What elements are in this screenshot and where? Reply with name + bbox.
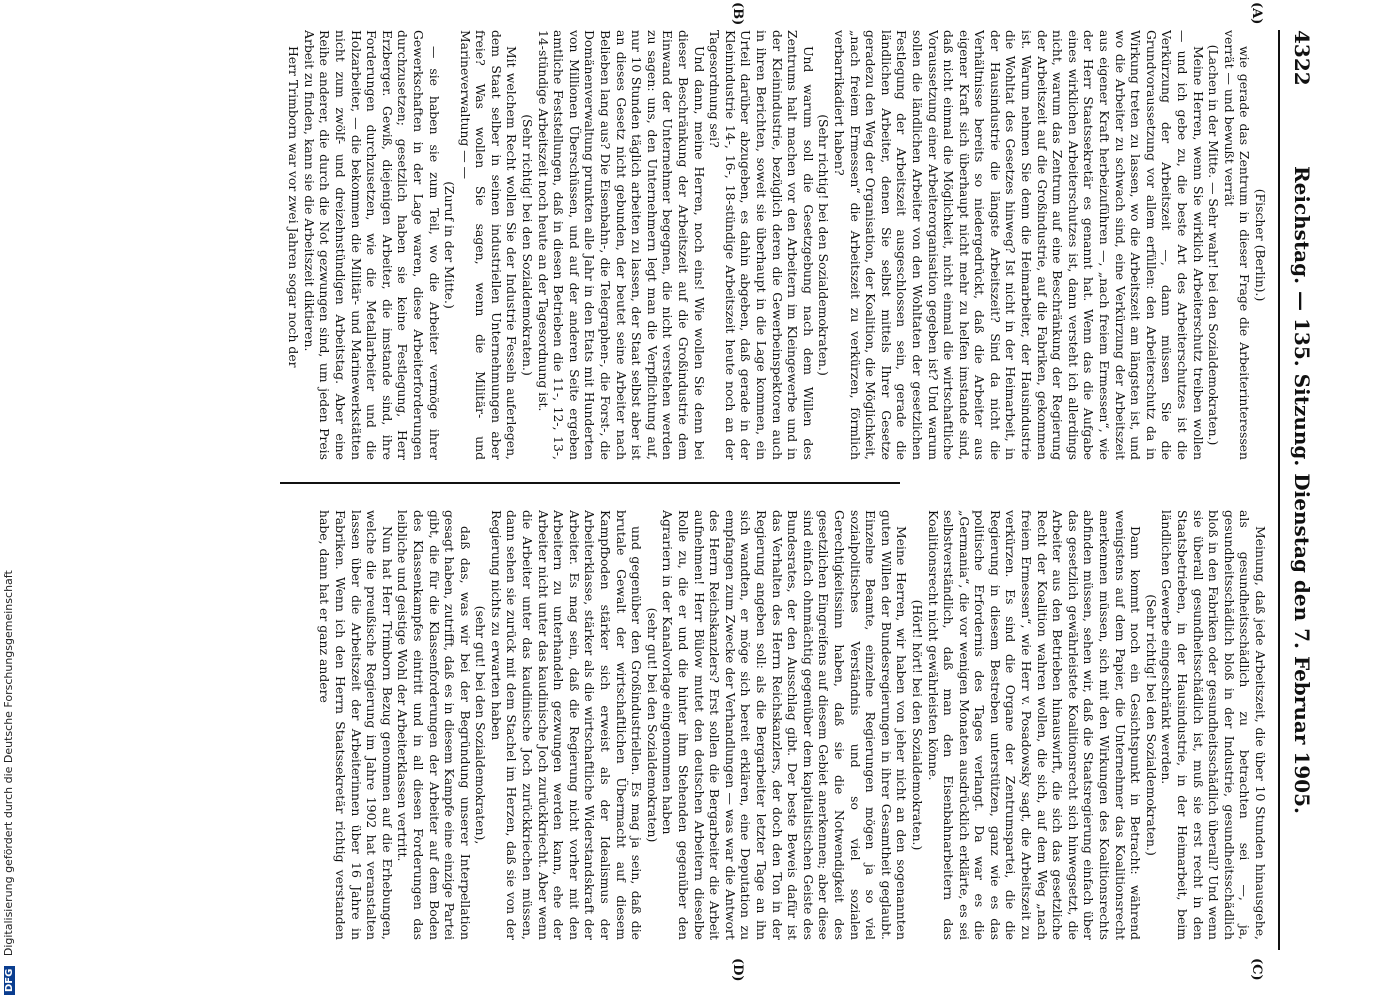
paragraph: (Sehr richtig! bei den Sozialdemokraten.) [816, 114, 832, 376]
paragraph: Nun hat Herr Trimborn Bezug genommen auf die Erhebungen, welche die preußische Regierung im Jahre 1902 hat veranstalten lassen über die Arbeitszeit der Arbeiterinnen über 16 Jahre in Fabriken. Wenn ich den Herrn Staatssekretär richtig verstanden habe, dann hat er ganz andere [317, 510, 395, 940]
paragraph: (sehr gut! bei den Sozialdemokraten) [644, 607, 660, 843]
paragraph: daß das, was wir bei der Begründung unserer Interpellation gesagt haben, zutrifft, daß es in diesem Kampfe eine einzige Partei gibt, die für die Klassenforderungen der Arbeiter auf dem Boden des Klassenkampfes eintritt und in all diesen Forderungen das leibliche und geistige Wohl der Arbeiterklassen vertritt. [395, 510, 473, 940]
paragraph: Herr Trimborn war vor zwei Jahren sogar noch der [286, 46, 302, 368]
paragraph: Meine Herren, wenn Sie wirklich Arbeiterschutz treiben wollen — und ich gebe zu, die beste Art des Arbeiterschutzes ist die Verkürzung der Arbeitszeit —, dann müssen Sie die Grundvoraussetzung vor allem erfüllen: den Arbeiterschutz da in Wirkung treten zu lassen, wo die Arbeitszeit am längsten ist, und wo die Arbeiter zu schwach sind, eine Verkürzung der Arbeitszeit aus eigener Kraft herbeizuführen —, „nach freiem Ermessen“, wie der Herr Staatssekretär es genannt hat. Wenn das die Aufgabe eines wirklichen Arbeiterschutzes ist, dann versteht ich allerdings nicht, warum das Zentrum auf eine Beschränkung der Regierung der Arbeitszeit auf die Großindustrie, auf die Fabriken, gekommen ist. Warum nehmen Sie denn die Heimarbeiter, der Hausindustrie die Wohltat des Gesetzes hinweg? Ist nicht in der Heimarbeit, in der Hausindustrie die längste Arbeitszeit? Sind da nicht die Verhältnisse bereits so niedergedrückt, daß die Arbeiter aus eigener Kraft sich überhaupt nicht mehr zu helfen imstande sind, daß nicht einmal die Möglichkeit, nicht einmal die wirtschaftliche Voraussetzung einer Arbeiterorganisation gegeben ist? Und warum sollen die ländlichen Arbeiter von den Wohltaten der gesetzlichen Festlegung der Arbeitszeit ausgeschlossen sein, gerade die ländlichen Arbeiter, denen Sie selbst mittels Ihrer Gesetze geradezu den Weg der Organisation, der Koalition, die Möglichkeit, „nach freiem Ermessen“ die Arbeitszeit zu verkürzen, förmlich verbarrikadiert haben? [831, 30, 1206, 460]
paragraph: Dann kommt noch ein Gesichtspunkt in Betracht: während wenigstens auf dem Papier, die Unternehmer das Koalitionsrecht anerkennen müssen, sich mit den Wirkungen des Koalitionsrechts abfinden müssen, sehen wir, daß die Staatsregierung einfach über das gesetzlich gewährleistete Koalitionsrecht sich hinwegsetzt, die Arbeiter aus den Betrieben hinauswirft, die sich das gesetzliche Recht der Koalition wahren wollen, die sich, auf dem Weg „nach freiem Ermessen“, wie Herr v. Posadowsky sagt, die Arbeitszeit zu verkürzen. Es sind die Organe der Zentrumspartei, die die Regierung in diesem Bestreben unterstützen, ganz wie es das politische Erfordernis des Tages verlangt. Da war es die „Germania“, die vor wenigen Monaten ausdrücklich erklärte, es sei selbstverständlich, daß man den Eisenbahnarbeitern das Koalitionsrecht nicht gewährleisten könne. [925, 510, 1144, 940]
paragraph: Und dann, meine Herren, noch eins! Wie wollen Sie denn bei dieser Beschränkung der Arbeitszeit auf die Großindustrie dem Einwand der Unternehmer begegnen, die nicht verstehen werden zu sagen: uns, den Unternehmern legt man die Verpflichtung auf, nur 10 Stunden täglich arbeiten zu lassen, der Staat selbst aber ist an dieses Gesetz nicht gebunden, der beutet seine Arbeiter nach Belieben lang aus? Die Eisenbahn-, die Telegraphen-, die Forst-, die Domänenverwaltung prunkten alle Jahr in den Etats mit Hunderten von Millionen Überschüssen, und auf der anderen Seite ergeben amtliche Feststellungen, daß in diesen Betrieben die 11-, 12-, 13-, 14-stündige Arbeitszeit noch heute an der Tagesordnung ist. [535, 30, 707, 460]
paragraph: (sehr gut! bei den Sozialdemokraten), [473, 605, 489, 845]
column-divider [280, 482, 900, 484]
paragraph: (Hört! hört! bei den Sozialdemokraten.) [909, 599, 925, 851]
paragraph: (Lachen in der Mitte. — Sehr wahr! bei den Sozialdemokraten.) [1206, 44, 1222, 446]
paragraph: Meinung, daß jede Arbeitszeit, die über 10 Stunden hinausgehe, als gesundheitsschädlich zu betrachten sei —, ja, gesundheitsschädlich bloß in der Industrie, gesundheitsschädlich bloß in den Fabriken oder gesundheitsschädlich überall? Und wenn sie überall gesundheitsschädlich ist, muß sie erst recht in den Staatsbetrieben, in der Hausindustrie, in der Heimarbeit, beim ländlichen Gewerbe eingeschränkt werden. [1159, 510, 1268, 940]
margin-letter-c: (C) [1249, 958, 1264, 981]
paragraph: (Sehr richtig! bei den Sozialdemokraten.) [520, 114, 536, 376]
session-title: Reichstag. — 135. Sitzung. Dienstag den 7. Februar 1905. [1290, 166, 1314, 814]
funding-credit-text: Digitalisierung gefördert durch die Deutsche Forschungsgemeinschaft [2, 570, 15, 957]
paragraph: (Sehr richtig! bei den Sozialdemokraten.) [1143, 594, 1159, 856]
paragraph: und gegenüber den Großindustriellen. Es mag ja sein, daß die brutale Gewalt der wirtschaftlichen Übermacht auf diesem Kampfboden stärker sich erweist als der Idealismus der Arbeiterklasse, stärker als die wirtschaftliche Widerstandskraft der Arbeiter. Es mag sein, daß die Regierung nicht vorher mit den Arbeitern zu unterhandeln gezwungen werden kann, ehe der Arbeiter nicht unter das kaudinische Joch zurückkriecht. Aber wenn die Arbeiter unter das kaudinische Joch zurückkriechen müssen, dann sehen sie zurück mit dem Stachel im Herzen, daß sie von der Regierung nichts zu erwarten haben [488, 510, 645, 940]
paragraph: wie gerade das Zentrum in dieser Frage die Arbeiterinteressen verrät — und bewußt verrät [1221, 30, 1253, 460]
page-number: 4322 [1290, 30, 1314, 86]
paragraph: — sie haben sie zum Teil, wo die Arbeiter vermöge ihrer Gewerkschaften in der Lage waren, diese Arbeiterforderungen durchzusetzen; gesetzlich haben sie keine Festlegung, Herr Erzberger. Gewiß, diejenigen Arbeiter, die imstande sind, ihre Forderungen durchzusetzen, wie die Metallarbeiter und die Holzarbeiter, — die bekommen die Militär- und Marinewerkstätten nicht zum zwölf- und dreizehnstündigen Arbeitstag. Aber eine Reihe anderer, die durch die Not gezwungen sind, um jeden Preis Arbeit zu finden, kann sie die Arbeitszeit diktieren. [301, 30, 442, 460]
paragraph: (Zuruf in der Mitte.) [442, 181, 458, 309]
page-header [1278, 30, 1320, 950]
text-column-left [88, 30, 1268, 460]
margin-letter-b: (B) [730, 2, 745, 26]
margin-letter-d: (D) [730, 958, 745, 982]
paragraph: Meine Herren, wir haben von jeher nicht an den sogenannten guten Willen der Bundesregierungen in ihrer Gesamtheit geglaubt. Einzelne Beamte, einzelne Regierungen mögen ja so viel sozialpolitisches Verständnis und so viel sozialen Gerechtigkeitssinn haben, daß sie die Notwendigkeit des gesetzlichen Eingreifens auf diesem Gebiet anerkennen; aber diese sind einfach ohnmächtig gegenüber dem kapitalistischen Geiste des Bundesrates, der den Ausschlag gibt. Der beste Beweis dafür ist das Verhalten des Herrn Reichskanzlers, der doch den Ton in der Regierung angeben soll: als die Bergarbeiter letzter Tage an ihn sich wandten, er möge sich bereit erklären, eine Deputation zu empfangen zum Zwecke der Verhandlungen — was war die Antwort des Herrn Reichskanzlers? Erst sollen die Bergarbeiter die Arbeit aufnehmen! Herr Bülow mutet den deutschen Arbeitern dieselbe Rolle zu, die er und die hinter ihm Stehenden gegenüber den Agrariern in der Kanalvorlage eingenommen haben [660, 510, 910, 940]
margin-letter-a: (A) [1249, 2, 1264, 25]
document-page [70, 2, 1320, 982]
funding-credit [2, 5, 15, 995]
paragraph: Mit welchem Recht wollen Sie der Industrie Fesseln auferlegen, dem Staat selber in seinen industriellen Unternehmungen aber freie? Was wollen Sie sagen, wenn die Militär- und Marineverwaltung — — [457, 30, 520, 460]
dfg-logo: DFG [4, 966, 15, 995]
paragraph: Und warum soll die Gesetzgebung nach dem Willen des Zentrums halt machen vor den Arbeitern im Kleingewerbe und in der Kleinindustrie, bezüglich deren die Gewerbeinspektoren auch in ihren Berichten, soweit sie überhaupt in die Lage kommen, ein Urteil darüber abzugeben, es dahin abgeben, daß gerade in der Kleinindustrie 14-, 16-, 18-stündige Arbeitszeit heute noch an der Tagesordnung sei? [707, 30, 816, 460]
paragraph: (Fischer (Berlin).) [1253, 188, 1268, 302]
text-column-right [88, 510, 1268, 940]
footer-strip [0, 0, 30, 1000]
